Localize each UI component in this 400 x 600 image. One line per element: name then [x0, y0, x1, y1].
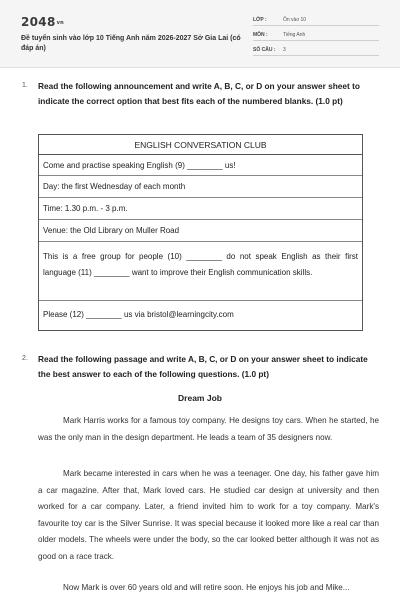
announcement-title: ENGLISH CONVERSATION CLUB — [39, 135, 362, 155]
meta-subject-label: MÔN : — [253, 32, 268, 38]
announcement-row: Venue: the Old Library on Muller Road — [39, 220, 362, 242]
meta-subject-value: Tiếng Anh — [283, 32, 306, 38]
passage-paragraph: Mark Harris works for a famous toy company. He designs toy cars. When he started, he was the only man in the design department. He leads a team of 35 designers now. — [38, 416, 379, 442]
site-logo[interactable] — [21, 15, 64, 29]
meta-class-label: LỚP : — [253, 17, 267, 23]
meta-class — [253, 14, 379, 26]
passage-paragraph: Now Mark is over 60 years old and will retire soon. He enjoys his job and Mike... — [63, 583, 350, 592]
question-2-text: Read the following passage and write A, B, C, or D on your answer sheet to indicate the best answer to each of the following questions. (1.0 pt) — [38, 354, 368, 379]
meta-subject — [253, 29, 379, 41]
meta-count-label: SỐ CÂU : — [253, 47, 276, 53]
announcement-row: This is a free group for people (10) ________ do not speak English as their first language (11) ________ want to improve their English communication skills. — [39, 242, 362, 301]
announcement-row: Please (12) ________ us via bristol@learningcity.com — [43, 310, 234, 319]
announcement-row: Come and practise speaking English (9) ________ us! — [39, 155, 362, 176]
meta-count — [253, 44, 379, 56]
page-header — [0, 0, 400, 68]
passage-title: Dream Job — [178, 393, 222, 403]
question-1-text: Read the following announcement and write A, B, C, or D on your answer sheet to indicate the correct option that best fits each of the numbered blanks. (1.0 pt) — [38, 81, 360, 106]
passage-paragraph: Mark became interested in cars when he was a teenager. One day, his father gave him a car magazine. After that, Mark loved cars. He studied car design at university and then worked for a car company. Later, a friend invited him to work for a toy company. Mark's favourite toy car is the Silver Sunrise. It was special because it looked more like a real car than older models. The wheels were under the body, so the car looked better although it was not as good on a race track. — [38, 469, 379, 561]
question-2-number: 2. — [22, 355, 28, 362]
meta-count-value: 3 — [283, 47, 286, 53]
meta-class-value: Ôn vào 10 — [283, 17, 307, 23]
logo-main: 2048 — [21, 15, 56, 29]
document-title: Đề tuyển sinh vào lớp 10 Tiếng Anh năm 2026-2027 Sở Gia Lai (có đáp án) — [21, 35, 241, 52]
logo-suffix: vn — [56, 20, 65, 26]
announcement-box — [38, 134, 363, 331]
announcement-row: Time: 1.30 p.m. - 3 p.m. — [39, 198, 362, 220]
announcement-row: Day: the first Wednesday of each month — [39, 176, 362, 198]
question-1-number: 1. — [22, 82, 28, 89]
